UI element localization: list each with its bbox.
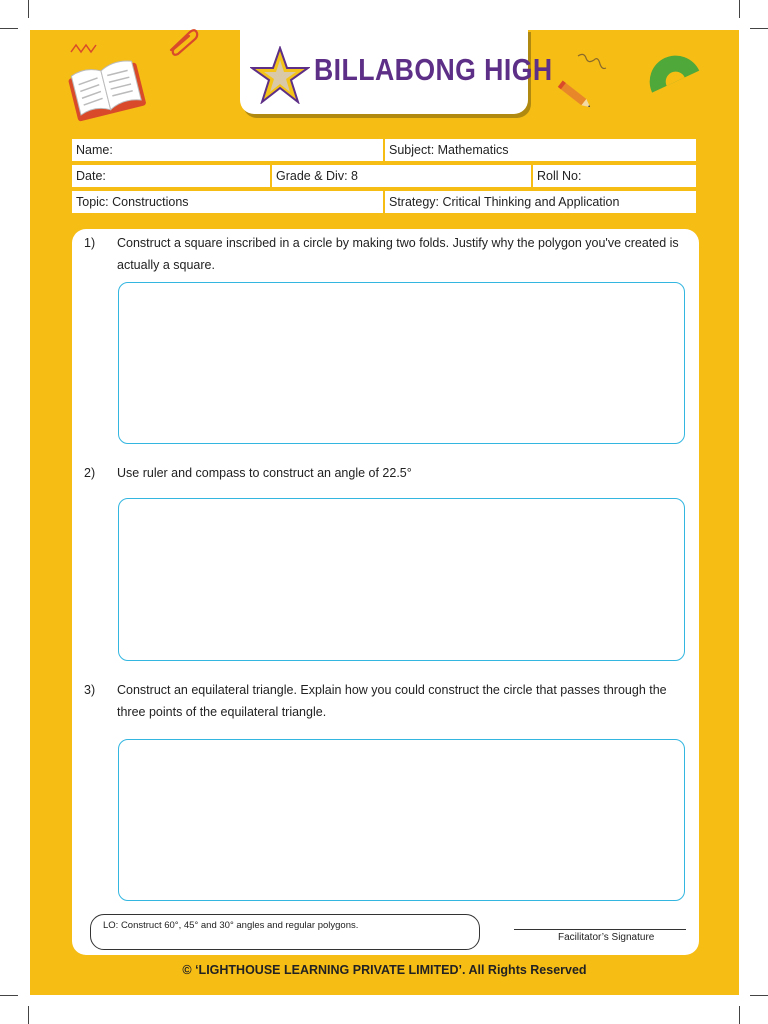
book-icon bbox=[66, 56, 148, 126]
crop-mark bbox=[0, 28, 18, 29]
paperclip-icon bbox=[166, 26, 200, 56]
grade-div-field: Grade & Div: 8 bbox=[272, 165, 531, 187]
question-text: Construct an equilateral triangle. Explain how you could construct the circle that passes through the three points of the equilateral triangle. bbox=[117, 683, 667, 719]
zigzag-decoration bbox=[70, 42, 100, 54]
crop-mark bbox=[28, 0, 29, 18]
name-field[interactable]: Name: bbox=[72, 139, 383, 161]
crop-mark bbox=[0, 995, 18, 996]
topic-field: Topic: Constructions bbox=[72, 191, 383, 213]
question-text: Use ruler and compass to construct an angle of 22.5° bbox=[117, 466, 412, 480]
crop-mark bbox=[750, 995, 768, 996]
subject-field: Subject: Mathematics bbox=[385, 139, 696, 161]
roll-no-field[interactable]: Roll No: bbox=[533, 165, 696, 187]
starfish-logo-icon bbox=[250, 46, 310, 104]
strategy-field: Strategy: Critical Thinking and Application bbox=[385, 191, 696, 213]
answer-box[interactable] bbox=[118, 282, 685, 444]
answer-box[interactable] bbox=[118, 498, 685, 661]
date-field[interactable]: Date: bbox=[72, 165, 270, 187]
crop-mark bbox=[28, 1006, 29, 1024]
signature-label: Facilitator’s Signature bbox=[558, 932, 655, 943]
crop-mark bbox=[750, 28, 768, 29]
question-number: 1) bbox=[84, 236, 96, 250]
crop-mark bbox=[739, 1006, 740, 1024]
crop-mark bbox=[739, 0, 740, 18]
learning-objective: LO: Construct 60°, 45° and 30° angles and regular polygons. bbox=[90, 914, 480, 950]
pencil-icon bbox=[554, 78, 598, 114]
squiggle-decoration bbox=[576, 50, 608, 74]
signature-line[interactable] bbox=[514, 929, 686, 930]
question-number: 2) bbox=[84, 466, 96, 480]
question-text: Construct a square inscribed in a circle by making two folds. Justify why the polygon you've created is actually a square. bbox=[117, 236, 679, 272]
brand-name: BILLABONG HIGH bbox=[314, 52, 553, 87]
answer-box[interactable] bbox=[118, 739, 685, 901]
copyright-footer: © ‘LIGHTHOUSE LEARNING PRIVATE LIMITED’. All Rights Reserved bbox=[182, 963, 587, 977]
question-number: 3) bbox=[84, 683, 96, 697]
protractor-icon bbox=[644, 48, 704, 96]
